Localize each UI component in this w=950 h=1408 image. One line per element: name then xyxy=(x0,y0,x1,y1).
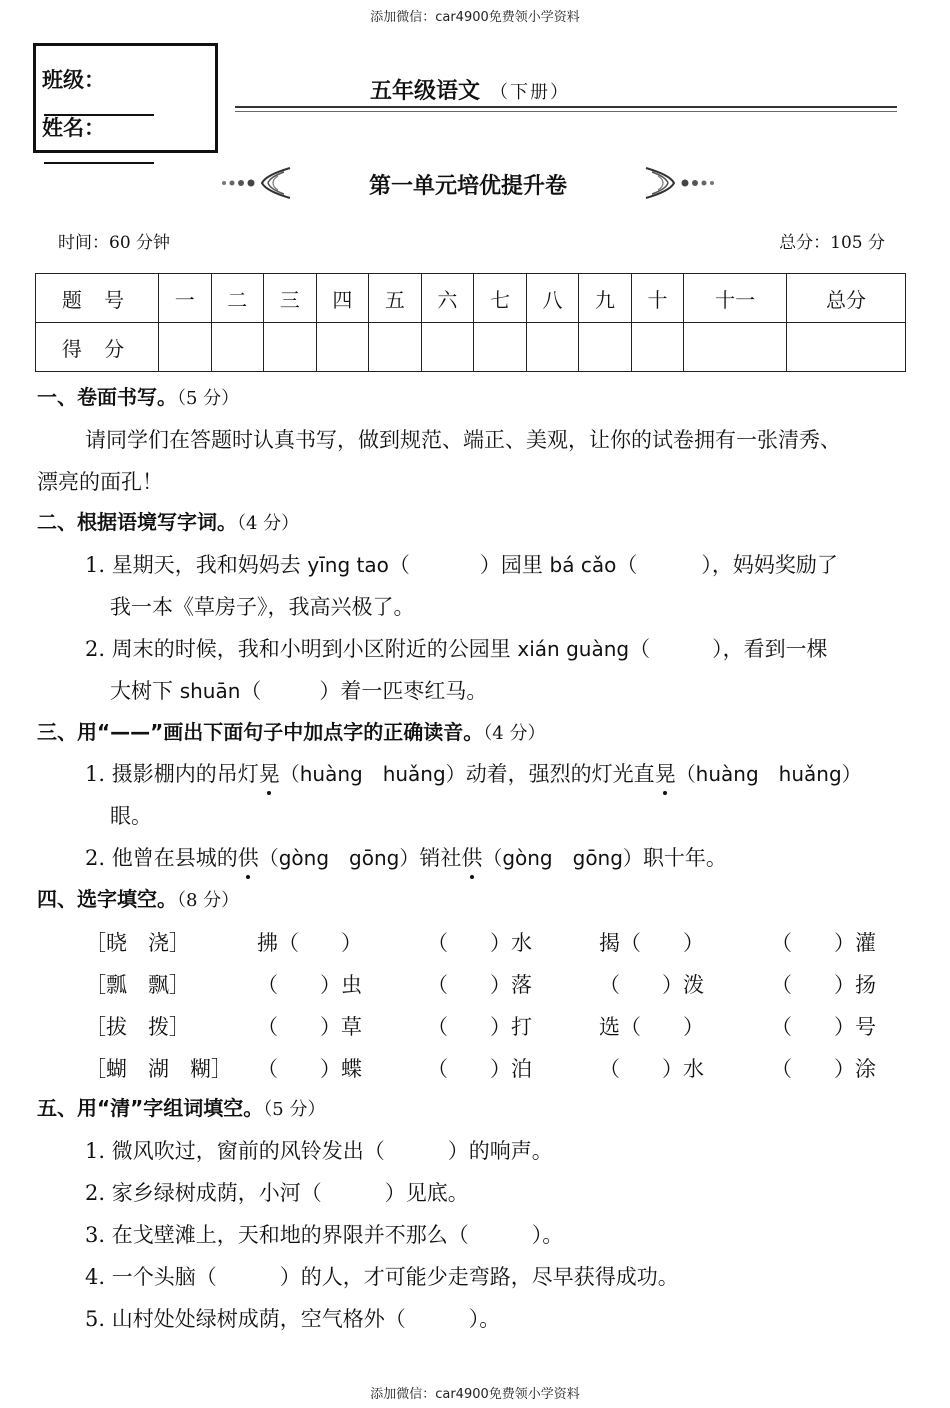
q2-item2-pinyin1: xián guàng xyxy=(517,637,630,661)
fill-cell[interactable]: （ ）草 xyxy=(257,1015,362,1039)
q2-item1-text-a: 1. 星期天，我和妈妈去 xyxy=(85,553,308,577)
q4-title: 四、选字填空。 xyxy=(37,887,177,911)
title-divider xyxy=(235,106,897,108)
q3-item2 xyxy=(85,844,727,872)
col-9: 九 xyxy=(579,274,632,323)
q2-item2-line2 xyxy=(110,677,487,705)
subject-title: 五年级语文 xyxy=(369,79,480,104)
q2-item2-text-d: 着一匹枣红马。 xyxy=(340,679,488,703)
q2-item2-text-b: ，看到一棵 xyxy=(722,637,828,661)
score-cell[interactable] xyxy=(159,323,212,372)
q4-heading xyxy=(37,885,239,915)
student-info-box xyxy=(33,43,218,153)
fill-cell[interactable]: （ ）水 xyxy=(599,1057,704,1081)
q1-text-line2: 漂亮的面孔！ xyxy=(37,470,163,494)
answer-blank[interactable]: （ ） xyxy=(616,553,712,577)
q5-points: （5 分） xyxy=(263,1099,326,1120)
q3-item2-text-a: 2. 他曾在县城的 xyxy=(85,846,238,870)
fill-cell[interactable]: （ ）号 xyxy=(771,1015,876,1039)
fill-cell[interactable]: （ ）泊 xyxy=(427,1057,532,1081)
q2-item1-line2: 我一本《草房子》，我高兴极了。 xyxy=(110,595,415,619)
col-2: 二 xyxy=(211,274,264,323)
answer-blank[interactable]: （ ） xyxy=(629,637,723,661)
q2-item2 xyxy=(85,635,828,663)
dotted-char: 供 xyxy=(237,846,259,870)
col-7: 七 xyxy=(474,274,527,323)
question-number-label: 题 号 xyxy=(36,274,159,323)
fill-cell[interactable]: 选（ ） xyxy=(599,1015,704,1039)
fill-cell[interactable]: 揭（ ） xyxy=(599,931,704,955)
pinyin-choice[interactable]: （huàng huǎng） xyxy=(675,762,862,786)
q3-item1-text-b: 动着，强烈的灯光直 xyxy=(465,762,655,786)
dotted-char: 晃 xyxy=(258,762,280,786)
q3-item2-text-c: 职十年。 xyxy=(642,846,727,870)
q3-item1 xyxy=(85,760,862,788)
col-1: 一 xyxy=(159,274,212,323)
watermark-bottom: 添加微信：car4900免费领小学资料 xyxy=(370,1387,580,1402)
fill-cell[interactable]: （ ）打 xyxy=(427,1015,532,1039)
dotted-char: 晃 xyxy=(654,762,676,786)
q2-item1 xyxy=(85,551,838,579)
score-table xyxy=(35,273,906,372)
q3-item2-text-b: 销社 xyxy=(419,846,462,870)
q1-text-line1: 请同学们在答题时认真书写，做到规范、端正、美观，让你的试卷拥有一张清秀、 xyxy=(85,428,841,452)
col-4: 四 xyxy=(316,274,369,323)
q4-points: （8 分） xyxy=(177,890,240,911)
q3-title: 三、用“——”画出下面句子中加点字的正确读音。 xyxy=(37,720,484,744)
q5-item[interactable]: 3. 在戈壁滩上，天和地的界限并不那么（ ）。 xyxy=(85,1223,564,1247)
col-total: 总分 xyxy=(787,274,906,323)
q5-item[interactable]: 4. 一个头脑（ ）的人，才可能少走弯路，尽早获得成功。 xyxy=(85,1265,679,1289)
q2-item2-text-a: 2. 周末的时候，我和小明到小区附近的公园里 xyxy=(85,637,518,661)
name-field[interactable] xyxy=(42,112,215,169)
char-options: ［拔 拨］ xyxy=(85,1015,190,1039)
q5-item[interactable]: 5. 山村处处绿树成荫，空气格外（ ）。 xyxy=(85,1307,501,1331)
fill-cell[interactable]: （ ）灌 xyxy=(771,931,876,955)
q3-heading xyxy=(37,718,545,748)
title-divider-thin xyxy=(235,111,897,112)
q2-item1-pinyin2: bá cǎo xyxy=(549,553,617,577)
char-options: ［瓢 飘］ xyxy=(85,973,190,997)
total-score: 总分：105 分 xyxy=(779,233,885,253)
answer-blank[interactable]: （ ） xyxy=(240,679,341,703)
q3-item1-line2: 眼。 xyxy=(110,804,152,828)
q2-points: （4 分） xyxy=(237,513,300,534)
col-11: 十一 xyxy=(684,274,787,323)
class-label: 班级： xyxy=(42,68,105,92)
score-label: 得 分 xyxy=(36,323,159,372)
score-cell[interactable] xyxy=(316,323,369,372)
score-cell[interactable] xyxy=(684,323,787,372)
name-blank[interactable] xyxy=(44,142,154,164)
col-6: 六 xyxy=(421,274,474,323)
score-cell[interactable] xyxy=(474,323,527,372)
score-cell[interactable] xyxy=(579,323,632,372)
score-cell[interactable] xyxy=(631,323,684,372)
score-cell[interactable] xyxy=(264,323,317,372)
watermark-top: 添加微信：car4900免费领小学资料 xyxy=(370,10,580,25)
fill-cell[interactable]: （ ）落 xyxy=(427,973,532,997)
col-5: 五 xyxy=(369,274,422,323)
unit-banner xyxy=(218,160,718,206)
fill-cell[interactable]: （ ）泼 xyxy=(599,973,704,997)
q2-item1-text-c: ，妈妈奖励了 xyxy=(711,553,838,577)
char-options: ［晓 浇］ xyxy=(85,931,190,955)
q3-item1-text-a: 1. 摄影棚内的吊灯 xyxy=(85,762,259,786)
q2-item1-pinyin1: yīng tao xyxy=(307,553,389,577)
name-label: 姓名： xyxy=(42,116,105,140)
q5-item[interactable]: 1. 微风吹过，窗前的风铃发出（ ）的响声。 xyxy=(85,1139,553,1163)
fill-cell[interactable]: （ ）涂 xyxy=(771,1057,876,1081)
q2-item1-text-b: 园里 xyxy=(500,553,550,577)
q1-title: 一、卷面书写。 xyxy=(37,385,177,409)
left-ornament-icon xyxy=(218,165,298,201)
score-cell-total[interactable] xyxy=(787,323,906,372)
score-table-header-row xyxy=(36,274,906,323)
char-options: ［蝴 湖 糊］ xyxy=(85,1057,232,1081)
score-cell[interactable] xyxy=(421,323,474,372)
q2-item2-text-c: 大树下 xyxy=(110,679,180,703)
q1-points: （5 分） xyxy=(177,388,240,409)
dotted-char: 供 xyxy=(461,846,483,870)
col-8: 八 xyxy=(526,274,579,323)
answer-blank[interactable]: （ ） xyxy=(388,553,501,577)
right-ornament-icon xyxy=(638,165,718,201)
q5-item[interactable]: 2. 家乡绿树成荫，小河（ ）见底。 xyxy=(85,1181,469,1205)
score-table-score-row xyxy=(36,323,906,372)
volume-label: （下册） xyxy=(490,82,570,103)
score-cell[interactable] xyxy=(211,323,264,372)
paper-title xyxy=(235,68,897,128)
col-10: 十 xyxy=(631,274,684,323)
unit-title: 第一单元培优提升卷 xyxy=(368,174,567,199)
q2-item2-pinyin2: shuān xyxy=(179,679,241,703)
q2-title: 二、根据语境写字词。 xyxy=(37,510,237,534)
q2-heading xyxy=(37,508,299,538)
pinyin-choice[interactable]: （gòng gōng） xyxy=(482,846,643,870)
q5-title: 五、用“清”字组词填空。 xyxy=(37,1096,264,1120)
fill-cell[interactable]: （ ）扬 xyxy=(771,973,876,997)
time-limit: 时间：60 分钟 xyxy=(58,233,171,253)
score-cell[interactable] xyxy=(526,323,579,372)
q5-heading xyxy=(37,1094,325,1124)
pinyin-choice[interactable]: （huàng huǎng） xyxy=(279,762,466,786)
q1-heading xyxy=(37,383,239,413)
pinyin-choice[interactable]: （gòng gōng） xyxy=(258,846,420,870)
col-3: 三 xyxy=(264,274,317,323)
fill-cell[interactable]: （ ）水 xyxy=(427,931,532,955)
score-cell[interactable] xyxy=(369,323,422,372)
q3-points: （4 分） xyxy=(483,723,546,744)
fill-cell[interactable]: （ ）虫 xyxy=(257,973,362,997)
fill-cell[interactable]: （ ）蝶 xyxy=(257,1057,362,1081)
fill-cell[interactable]: 拂（ ） xyxy=(257,931,362,955)
